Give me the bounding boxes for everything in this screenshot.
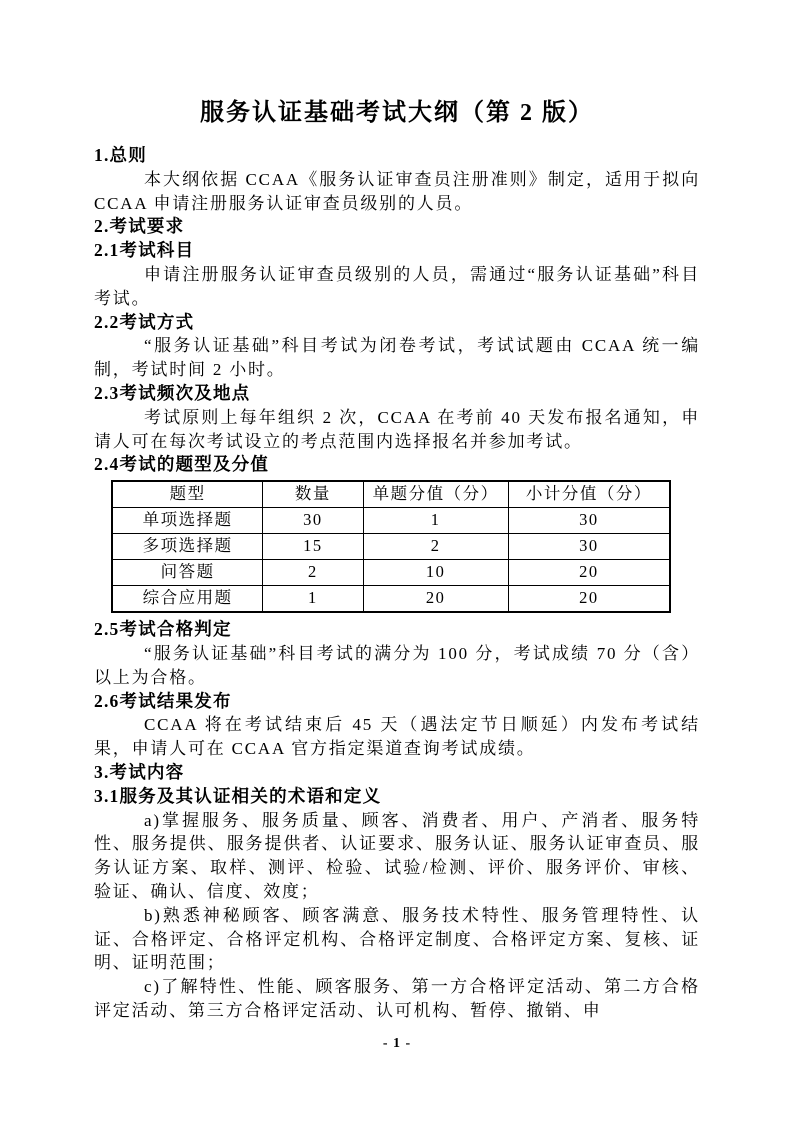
column-header-quantity: 数量 bbox=[263, 481, 363, 508]
table-cell: 30 bbox=[508, 534, 670, 560]
table-cell: 30 bbox=[263, 508, 363, 534]
paragraph-terms-item-a: a)掌握服务、服务质量、顾客、消费者、用户、产消者、服务特性、服务提供、服务提供者、认证要求、服务认证、服务认证审查员、服务认证方案、取样、测评、检验、试验/检测、评价、服务评价、审核、验证、确认、信度、效度； bbox=[94, 810, 700, 901]
table-cell: 30 bbox=[508, 508, 670, 534]
table-cell: 2 bbox=[263, 560, 363, 586]
paragraph-terms-item-b: b)熟悉神秘顾客、顾客满意、服务技术特性、服务管理特性、认证、合格评定、合格评定机构、合格评定制度、合格评定方案、复核、证明、证明范围； bbox=[94, 905, 700, 973]
table-cell: 综合应用题 bbox=[112, 586, 263, 613]
table-row bbox=[112, 586, 670, 613]
table-header-row bbox=[112, 481, 670, 508]
heading-exam-method: 2.2考试方式 bbox=[94, 311, 195, 332]
table-cell: 10 bbox=[363, 560, 508, 586]
heading-exam-subjects: 2.1考试科目 bbox=[94, 240, 195, 261]
table-row bbox=[112, 560, 670, 586]
column-header-score-per-question: 单题分值（分） bbox=[363, 481, 508, 508]
table-cell: 多项选择题 bbox=[112, 534, 263, 560]
heading-exam-requirements: 2.考试要求 bbox=[94, 216, 185, 237]
exam-score-table bbox=[111, 480, 671, 613]
table-cell: 20 bbox=[508, 586, 670, 613]
table-row bbox=[112, 534, 670, 560]
paragraph-general-rules: 本大纲依据 CCAA《服务认证审查员注册准则》制定，适用于拟向 CCAA 申请注册服务认证审查员级别的人员。 bbox=[94, 169, 700, 213]
table-cell: 20 bbox=[363, 586, 508, 613]
column-header-subtotal-score: 小计分值（分） bbox=[508, 481, 670, 508]
document-title-text: 服务认证基础考试大纲（第 2 版） bbox=[200, 100, 594, 126]
paragraph-pass-criteria: “服务认证基础”科目考试的满分为 100 分，考试成绩 70 分（含）以上为合格。 bbox=[94, 643, 700, 687]
table-cell: 问答题 bbox=[112, 560, 263, 586]
paragraph-exam-frequency-location: 考试原则上每年组织 2 次，CCAA 在考前 40 天发布报名通知，申请人可在每次考试设立的考点范围内选择报名并参加考试。 bbox=[94, 407, 700, 451]
paragraph-result-publication: CCAA 将在考试结束后 45 天（遇法定节日顺延）内发布考试结果，申请人可在 CCAA 官方指定渠道查询考试成绩。 bbox=[94, 715, 700, 759]
column-header-question-type: 题型 bbox=[112, 481, 263, 508]
heading-exam-content: 3.考试内容 bbox=[94, 761, 185, 782]
page-number: - 1 - bbox=[382, 1036, 412, 1051]
heading-result-publication: 2.6考试结果发布 bbox=[94, 690, 232, 711]
heading-exam-frequency-location: 2.3考试频次及地点 bbox=[94, 382, 251, 403]
paragraph-exam-subjects: 申请注册服务认证审查员级别的人员，需通过“服务认证基础”科目考试。 bbox=[94, 264, 700, 308]
paragraph-exam-method: “服务认证基础”科目考试为闭卷考试，考试试题由 CCAA 统一编制，考试时间 2 小时。 bbox=[94, 336, 700, 380]
paragraph-terms-item-c: c)了解特性、性能、顾客服务、第一方合格评定活动、第二方合格评定活动、第三方合格评定活动、认可机构、暂停、撤销、申 bbox=[94, 977, 700, 1020]
heading-pass-criteria: 2.5考试合格判定 bbox=[94, 619, 232, 640]
table-cell: 单项选择题 bbox=[112, 508, 263, 534]
heading-general-rules: 1.总则 bbox=[94, 145, 147, 165]
table-cell: 20 bbox=[508, 560, 670, 586]
table-cell: 2 bbox=[363, 534, 508, 560]
table-cell: 1 bbox=[363, 508, 508, 534]
document-title bbox=[94, 98, 700, 128]
document-content bbox=[94, 98, 700, 1023]
table-cell: 15 bbox=[263, 534, 363, 560]
table-row bbox=[112, 508, 670, 534]
table-cell: 1 bbox=[263, 586, 363, 613]
heading-question-types-scores: 2.4考试的题型及分值 bbox=[94, 454, 270, 475]
heading-terms-definitions: 3.1服务及其认证相关的术语和定义 bbox=[94, 785, 382, 806]
